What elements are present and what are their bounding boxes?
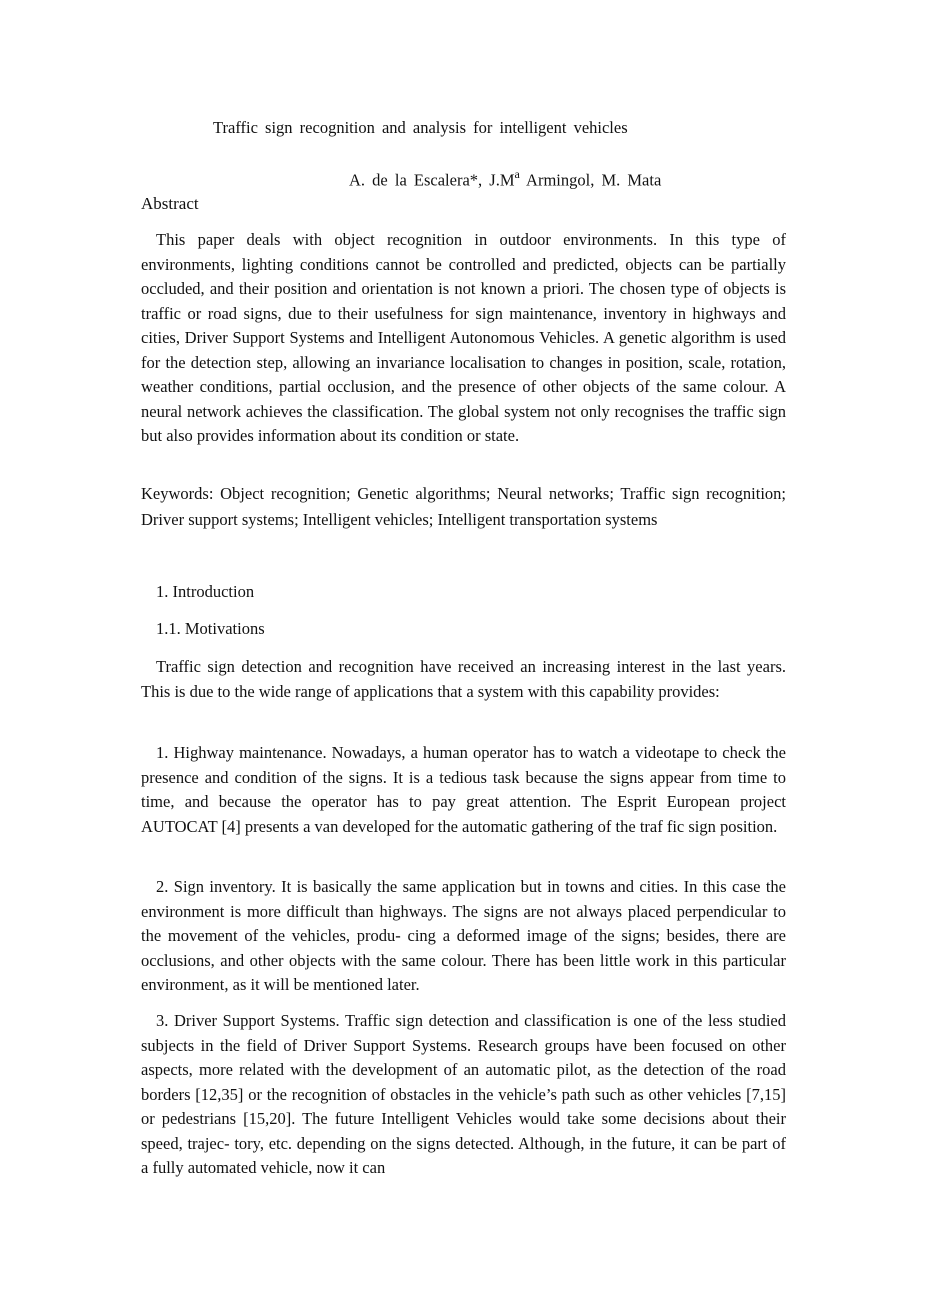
author-names-part1: A. de la Escalera*, J.M	[349, 170, 515, 190]
list-item-highway-maintenance-block	[141, 741, 786, 839]
body-paragraph-intro: Traffic sign detection and recognition have received an increasing interest in the last years. This is due to the wide range of applications that a system with this capability provides:	[141, 657, 786, 701]
author-superscript: a	[514, 167, 520, 181]
body-paragraph-intro-block	[141, 655, 786, 704]
abstract-heading: Abstract	[141, 194, 199, 213]
list-item-driver-support-block	[141, 1009, 786, 1181]
keywords-paragraph: Keywords: Object recognition; Genetic algorithms; Neural networks; Traffic sign recognition; Driver support systems; Intelligent vehicles; Intelligent transportation systems	[141, 484, 786, 529]
keywords-block	[141, 481, 786, 533]
abstract-paragraph: This paper deals with object recognition in outdoor environments. In this type of environments, lighting conditions cannot be controlled and predicted, objects can be partially occluded, and their position and orientation is not known a priori. The chosen type of objects is traffic or road signs, due to their usefulness for sign maintenance, inventory in highways and cities, Driver Support Systems and Intelligent Autonomous Vehicles. A genetic algorithm is used for the detection step, allowing an invariance localisation to changes in position, scale, rotation, weather conditions, partial occlusion, and the presence of other objects of the same colour. A neural network achieves the classification. The global system not only recognises the traffic sign but also provides information about its condition or state.	[141, 230, 786, 445]
section-heading-introduction: 1. Introduction	[156, 582, 255, 601]
list-item-sign-inventory-block	[141, 875, 786, 998]
list-item-highway-maintenance: 1. Highway maintenance. Nowadays, a human operator has to watch a videotape to check the presence and condition of the signs. It is a tedious task because the signs appear from time to time, and because the operator has to pay great attention. The Esprit European project AUTOCAT [4] presents a van developed for the automatic gathering of the traf fic sign position.	[141, 743, 786, 836]
abstract-block	[141, 228, 786, 449]
author-names-part2: Armingol, M. Mata	[519, 170, 662, 190]
author-line	[349, 168, 661, 191]
subsection-heading-motivations: 1.1. Motivations	[156, 619, 265, 638]
list-item-driver-support: 3. Driver Support Systems. Traffic sign detection and classification is one of the less studied subjects in the field of Driver Support Systems. Research groups have been focused on other aspects, more related with the development of an automatic pilot, as the detection of the road borders [12,35] or the recognition of obstacles in the vehicle’s path such as other vehicles [7,15] or pedestrians [15,20]. The future Intelligent Vehicles would take some decisions about their speed, trajec- tory, etc. depending on the signs detected. Although, in the future, it can be part of a fully automated vehicle, now it can	[141, 1011, 786, 1177]
paper-title: Traffic sign recognition and analysis for intelligent vehicles	[213, 118, 628, 137]
list-item-sign-inventory: 2. Sign inventory. It is basically the same application but in towns and cities. In this case the environment is more difficult than highways. The signs are not always placed perpendicular to the movement of the vehicles, produ- cing a deformed image of the signs; besides, there are occlusions, and other objects with the same colour. There has been little work in this particular environment, as it will be mentioned later.	[141, 877, 786, 994]
